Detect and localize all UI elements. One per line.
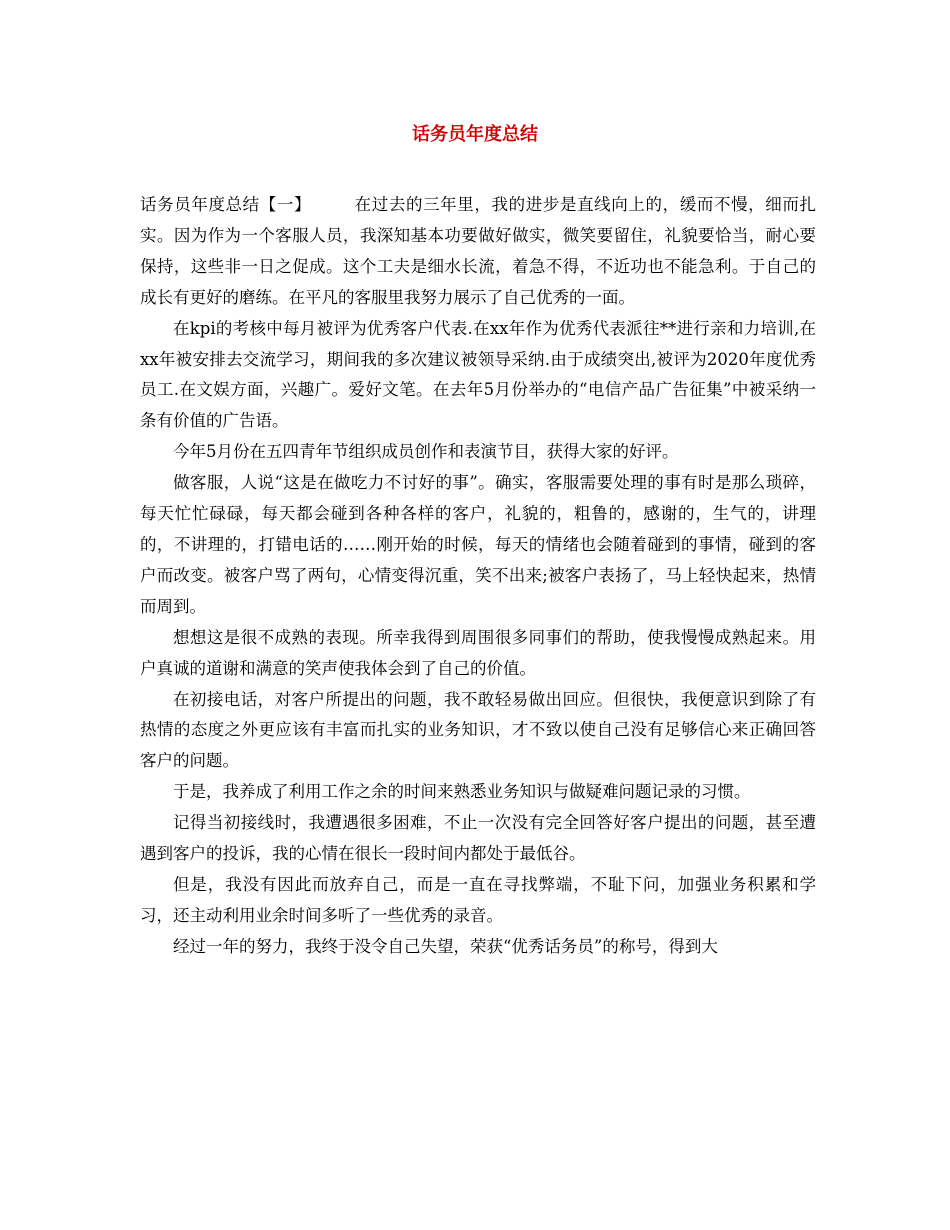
- document-title: 话务员年度总结: [412, 124, 538, 145]
- paragraph: 记得当初接线时，我遭遇很多困难，不止一次没有完全回答好客户提出的问题，甚至遭遇到客户的投诉，我的心情在很长一段时间内都处于最低谷。: [140, 813, 816, 864]
- paragraph-text: 在过去的三年里，我的进步是直线向上的，缓而不慢，细而扎实。因为作为一个客服人员，我深知基本功要做好做实，微笑要留住，礼貌要恰当，耐心要保持，这些非一日之促成。这个工夫是细水长流，着急不得，不近功也不能急利。于自己的成长有更好的磨练。在平凡的客服里我努力展示了自己优秀的一面。: [140, 195, 817, 307]
- paragraph: 做客服，人说“这是在做吃力不讨好的事”。确实，客服需要处理的事有时是那么琐碎，每天忙忙碌碌，每天都会碰到各种各样的客户，礼貌的，粗鲁的，感谢的，生气的，讲理的，不讲理的，打错电话的……刚开始的时候，每天的情绪也会随着碰到的事情，碰到的客户而改变。被客户骂了两句，心情变得沉重，笑不出来;被客户表扬了，马上轻快起来，热情而周到。: [140, 473, 816, 616]
- paragraph: 今年5月份在五四青年节组织成员创作和表演节目，获得大家的好评。: [173, 442, 679, 462]
- paragraph: 但是，我没有因此而放弃自己，而是一直在寻找弊端，不耻下问，加强业务积累和学习，还主动利用业余时间多听了一些优秀的录音。: [140, 874, 816, 925]
- paragraph-first: [140, 190, 816, 314]
- paragraph: 经过一年的努力，我终于没令自己失望，荣获“优秀话务员”的称号，得到大: [173, 936, 718, 956]
- section-heading: 话务员年度总结【一】: [140, 195, 312, 214]
- document-body: [140, 190, 816, 963]
- paragraph: 于是，我养成了利用工作之余的时间来熟悉业务知识与做疑难问题记录的习惯。: [173, 782, 751, 802]
- paragraph: 想想这是很不成熟的表现。所幸我得到周围很多同事们的帮助，使我慢慢成熟起来。用户真诚的道谢和满意的笑声使我体会到了自己的价值。: [140, 627, 816, 678]
- paragraph: 在初接电话，对客户所提出的问题，我不敢轻易做出回应。但很快，我便意识到除了有热情的态度之外更应该有丰富而扎实的业务知识，才不致以使自己没有足够信心来正确回答客户的问题。: [140, 689, 816, 771]
- paragraph: 在kpi的考核中每月被评为优秀客户代表.在xx年作为优秀代表派往**进行亲和力培训,在xx年被安排去交流学习，期间我的多次建议被领导采纳.由于成绩突出,被评为2020年度优秀员工.在文娱方面，兴趣广。爱好文笔。在去年5月份举办的“电信产品广告征集”中被采纳一条有价值的广告语。: [140, 318, 816, 431]
